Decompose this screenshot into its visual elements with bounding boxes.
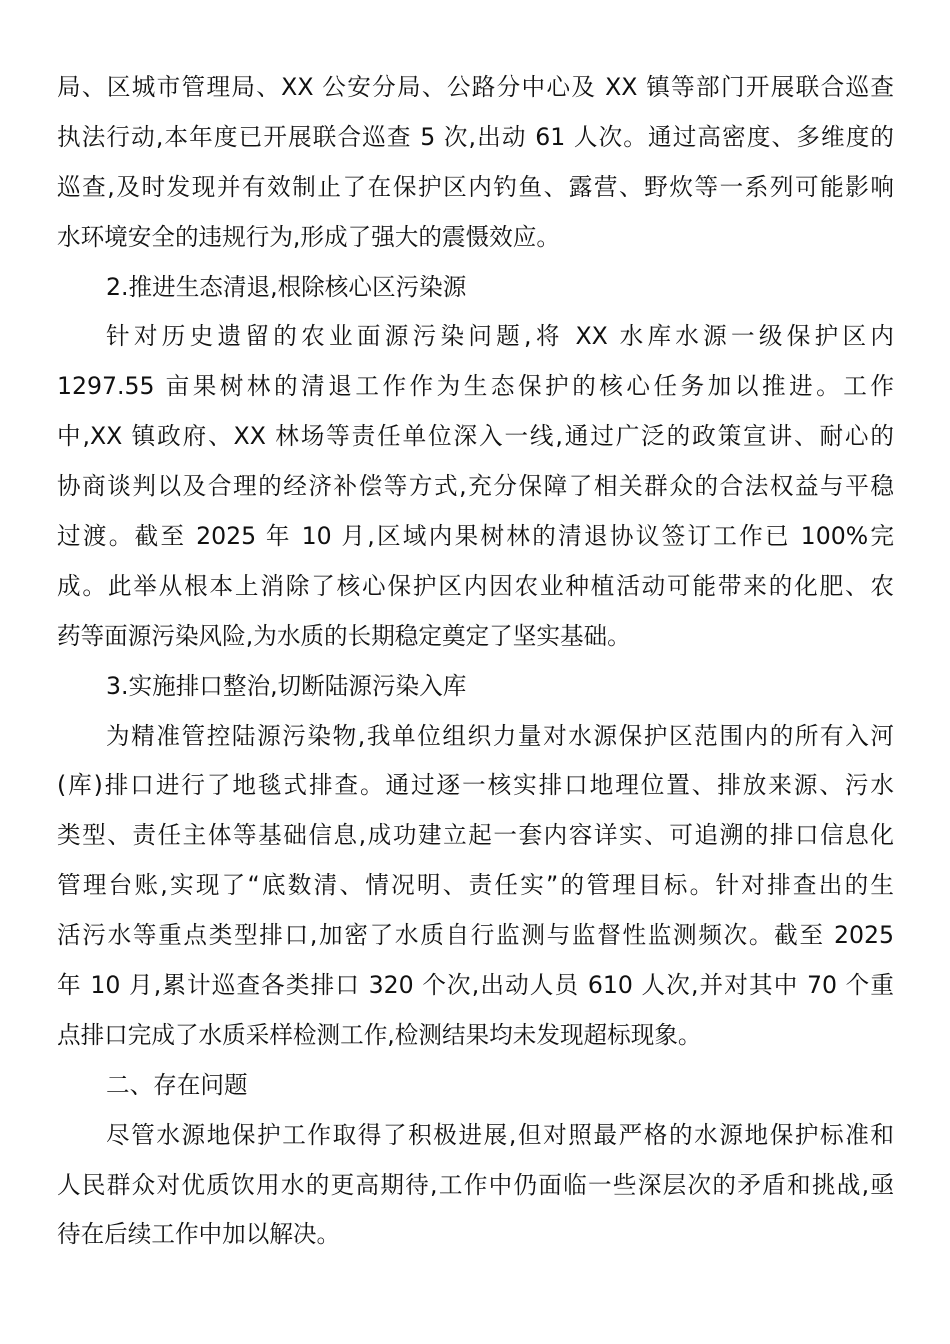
subheading-text: 3.实施排口整治,切断陆源污染入库 xyxy=(106,671,467,700)
section-heading-existing-problems xyxy=(57,1061,894,1111)
text-line: (库)排口进行了地毯式排查。通过逐一核实排口地理位置、排放来源、污水 xyxy=(57,771,894,800)
document-page xyxy=(57,63,894,1260)
text-line: 管理台账,实现了“底数清、情况明、责任实”的管理目标。针对排查出的生 xyxy=(57,871,894,900)
text-line: 巡查,及时发现并有效制止了在保护区内钓鱼、露营、野炊等一系列可能影响 xyxy=(57,172,894,201)
subheading-outfall-remediation xyxy=(57,662,894,712)
text-line: 成。此举从根本上消除了核心保护区内因农业种植活动可能带来的化肥、农 xyxy=(57,571,894,600)
text-line: 点排口完成了水质采样检测工作,检测结果均未发现超标现象。 xyxy=(57,1020,702,1049)
text-line: 1297.55 亩果树林的清退工作作为生态保护的核心任务加以推进。工作 xyxy=(57,372,894,401)
text-line: 为精准管控陆源污染物,我单位组织力量对水源保护区范围内的所有入河 xyxy=(106,721,894,750)
subheading-ecological-clearance xyxy=(57,263,894,313)
text-line: 年 10 月,累计巡查各类排口 320 个次,出动人员 610 人次,并对其中 70 个重 xyxy=(57,971,894,1000)
section-heading-text: 二、存在问题 xyxy=(106,1070,248,1099)
text-line: 中,XX 镇政府、XX 林场等责任单位深入一线,通过广泛的政策宣讲、耐心的 xyxy=(57,422,894,451)
paragraph-problems-intro xyxy=(57,1111,894,1261)
paragraph-outfall-survey xyxy=(57,712,894,1061)
text-line: 待在后续工作中加以解决。 xyxy=(57,1220,341,1249)
text-line: 活污水等重点类型排口,加密了水质自行监测与监督性监测频次。截至 2025 xyxy=(57,921,894,950)
paragraph-joint-patrol xyxy=(57,63,894,263)
text-line: 类型、责任主体等基础信息,成功建立起一套内容详实、可追溯的排口信息化 xyxy=(57,821,894,850)
text-line: 人民群众对优质饮用水的更高期待,工作中仍面临一些深层次的矛盾和挑战,亟 xyxy=(57,1170,894,1199)
paragraph-orchard-clearance xyxy=(57,312,894,661)
text-line: 尽管水源地保护工作取得了积极进展,但对照最严格的水源地保护标准和 xyxy=(106,1120,894,1149)
text-line: 局、区城市管理局、XX 公安分局、公路分中心及 XX 镇等部门开展联合巡查 xyxy=(57,73,894,101)
text-line: 过渡。截至 2025 年 10 月,区域内果树林的清退协议签订工作已 100%完 xyxy=(57,522,894,551)
text-line: 针对历史遗留的农业面源污染问题,将 XX 水库水源一级保护区内 xyxy=(106,322,894,351)
text-line: 执法行动,本年度已开展联合巡查 5 次,出动 61 人次。通过高密度、多维度的 xyxy=(57,122,894,151)
text-line: 药等面源污染风险,为水质的长期稳定奠定了坚实基础。 xyxy=(57,621,631,650)
subheading-text: 2.推进生态清退,根除核心区污染源 xyxy=(106,272,467,301)
text-line: 水环境安全的违规行为,形成了强大的震慑效应。 xyxy=(57,222,560,251)
text-line: 协商谈判以及合理的经济补偿等方式,充分保障了相关群众的合法权益与平稳 xyxy=(57,472,894,501)
